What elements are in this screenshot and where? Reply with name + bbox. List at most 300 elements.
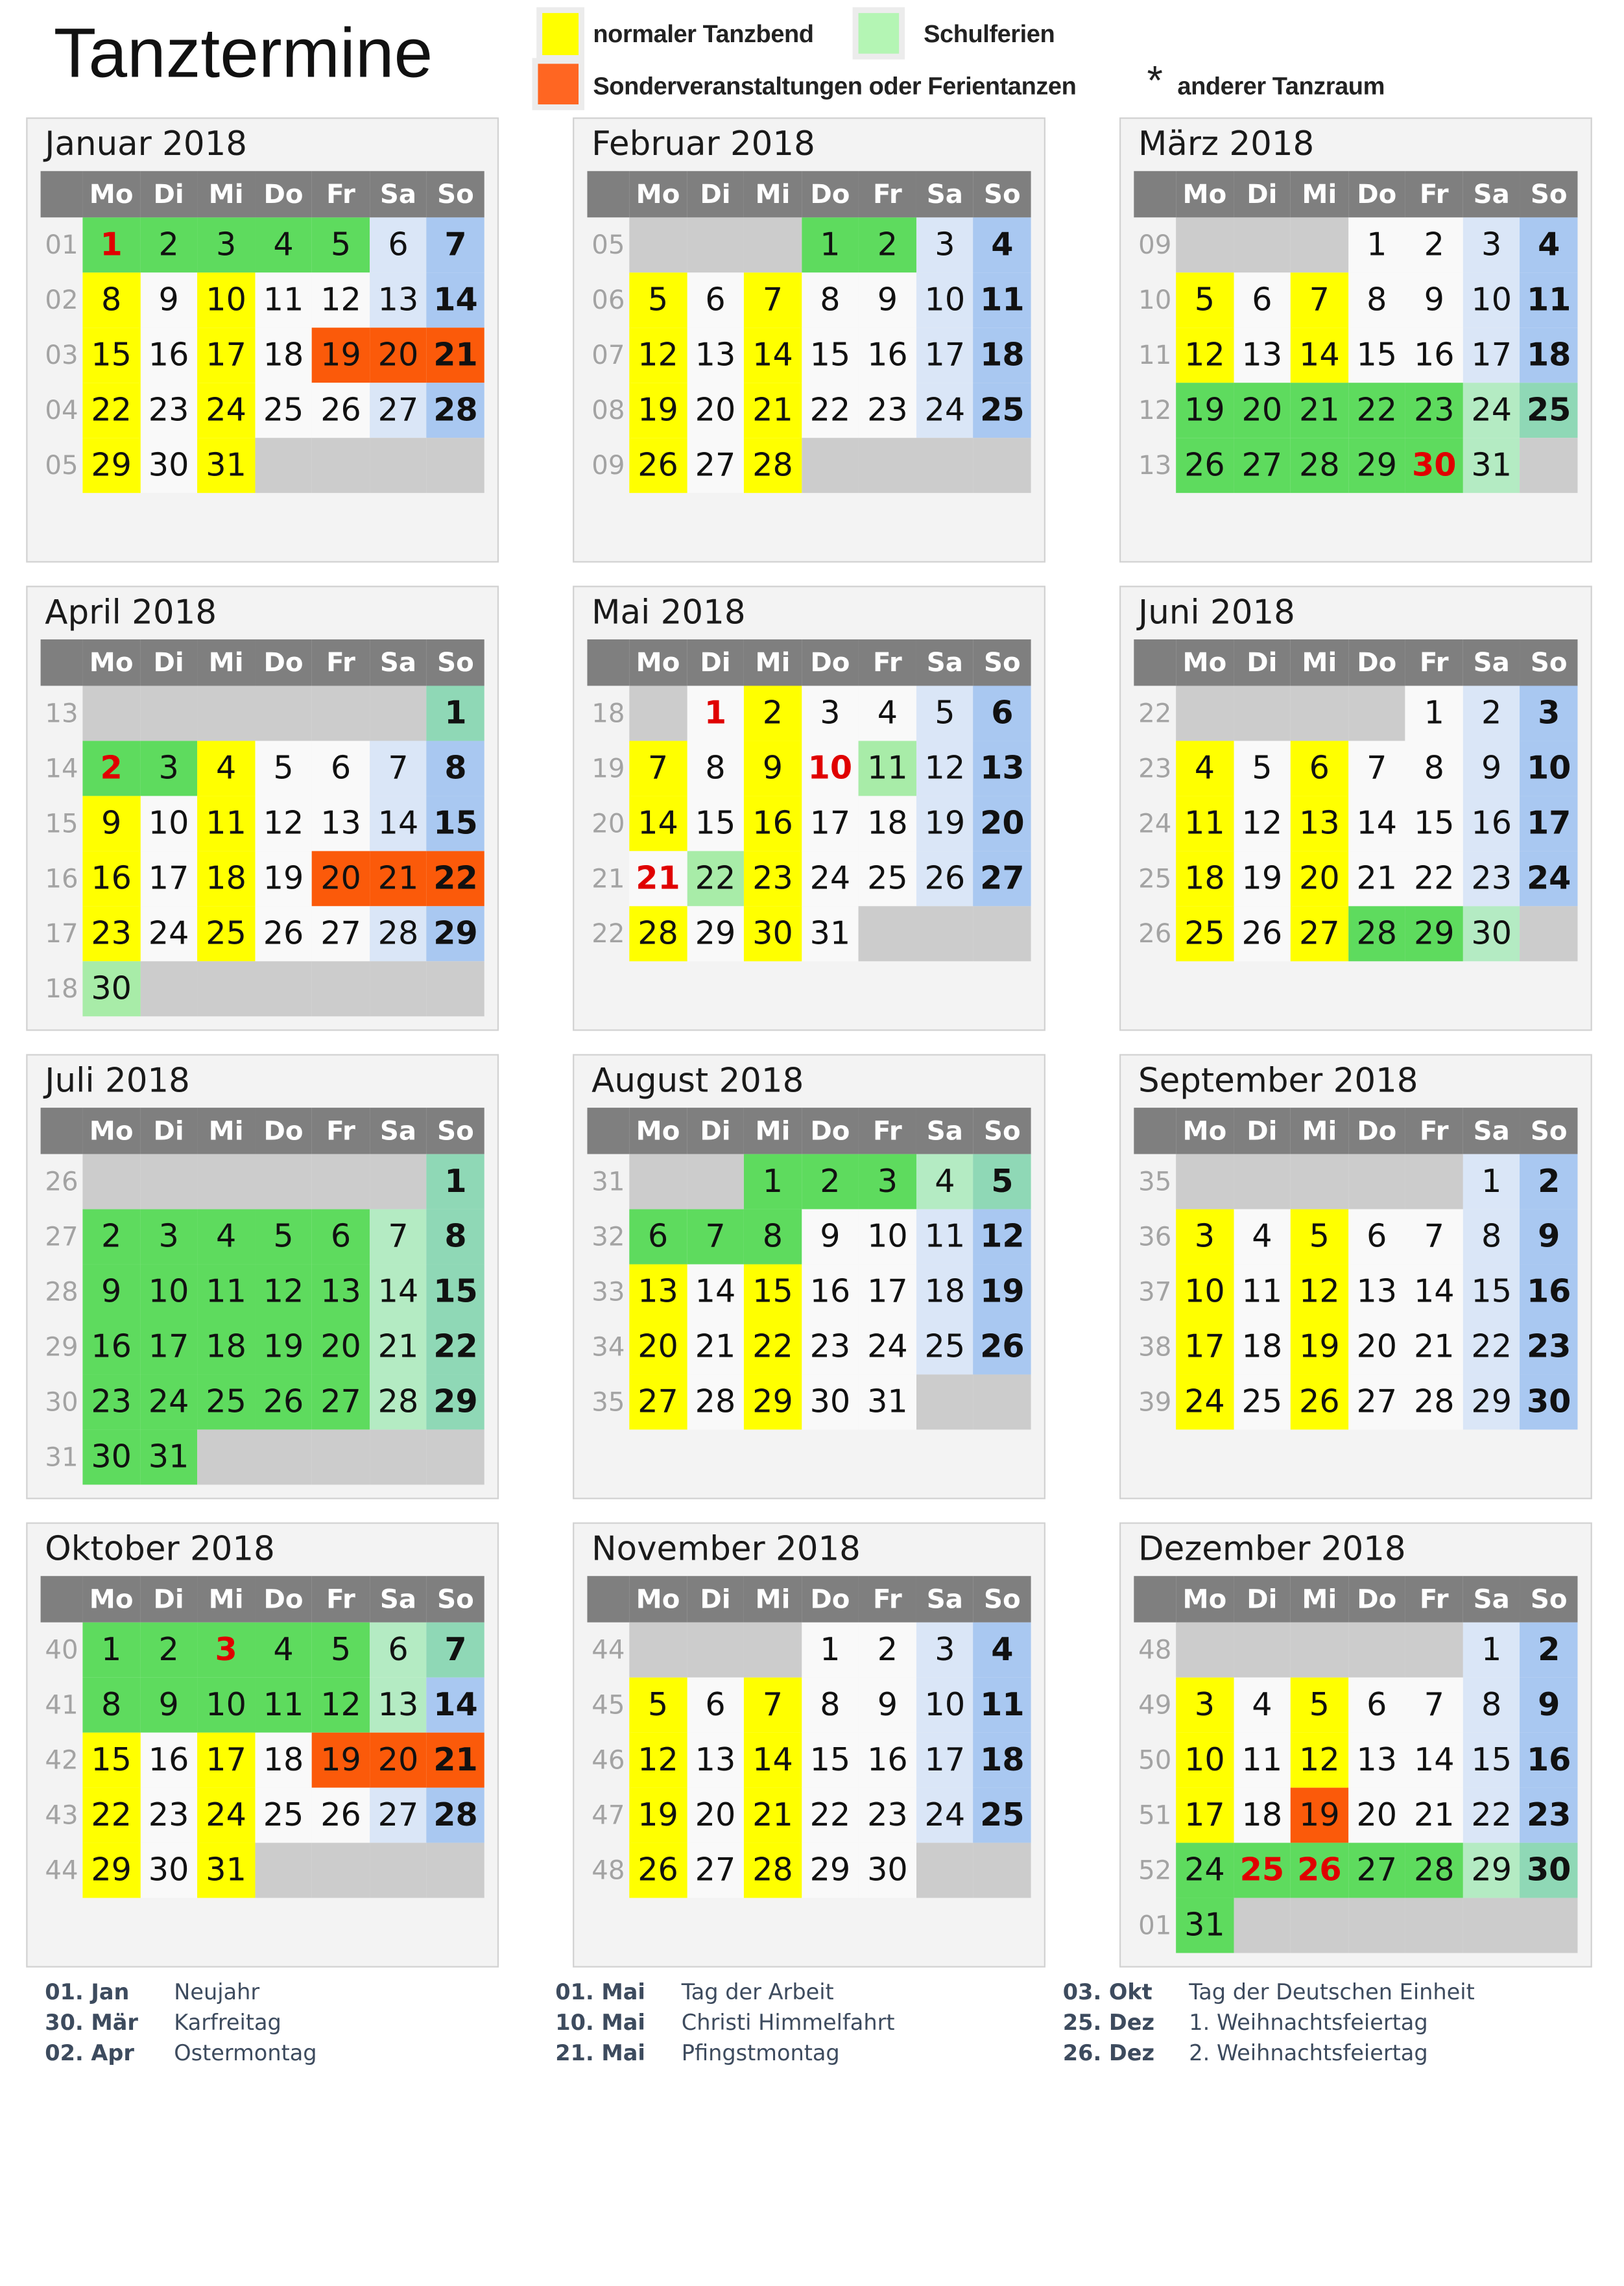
day-cell: 7 [1291, 272, 1348, 327]
day-cell: 15 [1348, 327, 1405, 383]
day-cell: 15 [82, 1733, 139, 1788]
day-cell: 5 [312, 1623, 369, 1678]
day-cell: 8 [82, 1678, 139, 1733]
month-panel [573, 1054, 1045, 1499]
week-number: 10 [1134, 272, 1176, 327]
day-cell: 2 [140, 1623, 197, 1678]
day-cell: 24 [916, 383, 973, 438]
day-cell: 15 [744, 1265, 801, 1320]
day-cell: 24 [802, 851, 859, 906]
month-title: März 2018 [1138, 126, 1315, 164]
holiday-name: 1. Weihnachtsfeiertag [1189, 2009, 1428, 2036]
day-cell: 13 [973, 741, 1031, 796]
day-cell: 13 [370, 272, 427, 327]
day-cell: 27 [312, 906, 369, 961]
day-cell: 20 [370, 1733, 427, 1788]
empty-cell [1291, 1154, 1348, 1209]
empty-cell [1176, 1154, 1233, 1209]
day-cell: 30 [140, 438, 197, 493]
day-cell: 15 [1463, 1265, 1520, 1320]
day-cell: 21 [1405, 1788, 1463, 1843]
empty-cell [197, 1154, 254, 1209]
holiday-date: 02. Apr [45, 2040, 134, 2066]
day-cell: 24 [140, 906, 197, 961]
weekday-header: Sa [916, 639, 973, 686]
day-cell: 22 [427, 851, 484, 906]
day-cell: 9 [1520, 1678, 1577, 1733]
day-cell: 6 [370, 1623, 427, 1678]
holiday-name: Pfingstmontag [681, 2040, 840, 2066]
day-cell: 27 [370, 1788, 427, 1843]
day-cell: 28 [744, 1843, 801, 1898]
empty-cell [1348, 685, 1405, 741]
day-cell: 30 [82, 961, 139, 1016]
day-cell: 4 [859, 685, 916, 741]
week-number: 27 [41, 1209, 83, 1265]
day-cell: 10 [197, 272, 254, 327]
weekday-header: Di [687, 1108, 744, 1154]
day-cell: 7 [427, 217, 484, 272]
day-cell: 23 [140, 383, 197, 438]
holiday-date: 25. Dez [1062, 2009, 1154, 2036]
weekday-header: Mi [1291, 1108, 1348, 1154]
day-cell: 1 [427, 685, 484, 741]
month-panel [573, 586, 1045, 1030]
weekday-header: Do [255, 1108, 312, 1154]
day-cell: 4 [1234, 1209, 1291, 1265]
day-cell: 18 [973, 1733, 1031, 1788]
month-grid [41, 1576, 484, 1898]
month-title: November 2018 [591, 1530, 861, 1569]
week-number: 26 [1134, 906, 1176, 961]
empty-cell [744, 1623, 801, 1678]
day-cell: 4 [255, 1623, 312, 1678]
day-cell: 3 [802, 685, 859, 741]
day-cell: 24 [916, 1788, 973, 1843]
weekday-header: Di [687, 639, 744, 686]
holiday-date: 30. Mär [45, 2009, 138, 2036]
week-number: 32 [587, 1209, 629, 1265]
weekday-header: So [973, 1576, 1031, 1623]
day-cell: 5 [1176, 272, 1233, 327]
holiday-date: 01. Mai [555, 1979, 645, 2005]
week-number: 47 [587, 1788, 629, 1843]
day-cell: 3 [1463, 217, 1520, 272]
day-cell: 30 [802, 1374, 859, 1429]
day-cell: 8 [687, 741, 744, 796]
empty-cell [859, 906, 916, 961]
month-title: Januar 2018 [45, 126, 248, 164]
day-cell: 11 [1176, 796, 1233, 851]
day-cell: 16 [859, 327, 916, 383]
day-cell: 29 [427, 906, 484, 961]
day-cell: 27 [973, 851, 1031, 906]
weekday-header: Sa [1463, 639, 1520, 686]
month-panel [573, 1523, 1045, 1968]
day-cell: 16 [140, 327, 197, 383]
day-cell: 29 [744, 1374, 801, 1429]
day-cell: 12 [1291, 1733, 1348, 1788]
empty-cell [1176, 217, 1233, 272]
day-cell: 13 [1348, 1733, 1405, 1788]
empty-cell [255, 1843, 312, 1898]
day-cell: 27 [370, 383, 427, 438]
week-number: 24 [1134, 796, 1176, 851]
day-cell: 5 [1291, 1678, 1348, 1733]
day-cell: 25 [197, 906, 254, 961]
day-cell: 13 [312, 796, 369, 851]
empty-cell [916, 1374, 973, 1429]
day-cell: 19 [973, 1265, 1031, 1320]
day-cell: 1 [82, 217, 139, 272]
day-cell: 17 [1520, 796, 1577, 851]
day-cell: 24 [1463, 383, 1520, 438]
day-cell: 15 [802, 1733, 859, 1788]
weekday-header: Do [255, 171, 312, 218]
month-panel [1119, 1523, 1592, 1968]
day-cell: 30 [82, 1429, 139, 1484]
month-panel [1119, 117, 1592, 562]
day-cell: 5 [312, 217, 369, 272]
day-cell: 27 [1234, 438, 1291, 493]
empty-cell [1234, 217, 1291, 272]
month-grid [1134, 1576, 1577, 1953]
holiday-date: 03. Okt [1062, 1979, 1152, 2005]
month-title: Dezember 2018 [1138, 1530, 1406, 1569]
day-cell: 30 [859, 1843, 916, 1898]
day-cell: 12 [1291, 1265, 1348, 1320]
week-number: 50 [1134, 1733, 1176, 1788]
day-cell: 1 [1463, 1623, 1520, 1678]
day-cell: 18 [1176, 851, 1233, 906]
empty-cell [629, 1623, 686, 1678]
empty-cell [197, 1429, 254, 1484]
week-number: 01 [41, 217, 83, 272]
day-cell: 23 [82, 1374, 139, 1429]
day-cell: 14 [370, 796, 427, 851]
week-number: 26 [41, 1154, 83, 1209]
week-number: 28 [41, 1265, 83, 1320]
day-cell: 19 [255, 851, 312, 906]
day-cell: 5 [255, 1209, 312, 1265]
day-cell: 17 [197, 1733, 254, 1788]
week-number: 35 [1134, 1154, 1176, 1209]
empty-cell [427, 961, 484, 1016]
day-cell: 31 [859, 1374, 916, 1429]
day-cell: 11 [1520, 272, 1577, 327]
day-cell: 22 [82, 383, 139, 438]
day-cell: 17 [802, 796, 859, 851]
day-cell: 24 [197, 383, 254, 438]
day-cell: 23 [802, 1319, 859, 1374]
legend-label-tanzabend: normaler Tanzbend [593, 20, 814, 48]
day-cell: 2 [859, 217, 916, 272]
day-cell: 11 [859, 741, 916, 796]
day-cell: 7 [370, 1209, 427, 1265]
weekday-header: Do [1348, 1108, 1405, 1154]
day-cell: 21 [1348, 851, 1405, 906]
empty-cell [629, 1154, 686, 1209]
weekday-header: Mo [1176, 171, 1233, 218]
empty-cell [1520, 438, 1577, 493]
day-cell: 25 [1234, 1374, 1291, 1429]
empty-cell [973, 438, 1031, 493]
week-number: 13 [1134, 438, 1176, 493]
day-cell: 19 [629, 383, 686, 438]
legend-label-anderer-tanzraum: anderer Tanzraum [1177, 72, 1385, 101]
weekday-header: Di [687, 171, 744, 218]
week-number: 52 [1134, 1843, 1176, 1898]
day-cell: 6 [312, 1209, 369, 1265]
day-cell: 8 [427, 1209, 484, 1265]
week-number: 31 [41, 1429, 83, 1484]
weekday-header: So [973, 1108, 1031, 1154]
day-cell: 17 [197, 327, 254, 383]
weekday-header: Mo [82, 1576, 139, 1623]
day-cell: 2 [1520, 1623, 1577, 1678]
day-cell: 29 [1405, 906, 1463, 961]
day-cell: 16 [1463, 796, 1520, 851]
weekday-header: Sa [370, 639, 427, 686]
day-cell: 13 [1234, 327, 1291, 383]
day-cell: 18 [859, 796, 916, 851]
day-cell: 21 [1291, 383, 1348, 438]
weekday-header: Fr [312, 1108, 369, 1154]
day-cell: 10 [916, 1678, 973, 1733]
day-cell: 3 [1176, 1209, 1233, 1265]
day-cell: 9 [802, 1209, 859, 1265]
day-cell: 9 [82, 1265, 139, 1320]
month-grid [587, 171, 1031, 493]
day-cell: 10 [802, 741, 859, 796]
day-cell: 3 [1520, 685, 1577, 741]
day-cell: 9 [1405, 272, 1463, 327]
week-number: 22 [1134, 685, 1176, 741]
empty-cell [1348, 1623, 1405, 1678]
empty-cell [255, 1154, 312, 1209]
day-cell: 4 [197, 1209, 254, 1265]
empty-cell [312, 1843, 369, 1898]
day-cell: 22 [1463, 1788, 1520, 1843]
empty-cell [1176, 1623, 1233, 1678]
day-cell: 10 [140, 796, 197, 851]
day-cell: 19 [312, 327, 369, 383]
day-cell: 17 [1463, 327, 1520, 383]
day-cell: 20 [687, 383, 744, 438]
day-cell: 22 [1405, 851, 1463, 906]
empty-cell [1348, 1154, 1405, 1209]
holiday-name: Tag der Arbeit [681, 1979, 834, 2005]
day-cell: 30 [140, 1843, 197, 1898]
weekday-header: Fr [859, 171, 916, 218]
day-cell: 27 [312, 1374, 369, 1429]
month-grid [1134, 171, 1577, 493]
day-cell: 21 [370, 1319, 427, 1374]
weekday-header: Fr [312, 639, 369, 686]
day-cell: 22 [1463, 1319, 1520, 1374]
day-cell: 4 [197, 741, 254, 796]
empty-cell [1463, 1898, 1520, 1953]
day-cell: 9 [1520, 1209, 1577, 1265]
legend-swatch-schulferien [859, 13, 900, 54]
day-cell: 18 [1520, 327, 1577, 383]
day-cell: 31 [197, 1843, 254, 1898]
week-header-corner [41, 1576, 83, 1623]
empty-cell [140, 961, 197, 1016]
day-cell: 12 [1176, 327, 1233, 383]
week-header-corner [1134, 1576, 1176, 1623]
day-cell: 15 [82, 327, 139, 383]
day-cell: 15 [802, 327, 859, 383]
empty-cell [1176, 685, 1233, 741]
weekday-header: Sa [370, 1576, 427, 1623]
month-panel [26, 117, 499, 562]
empty-cell [802, 438, 859, 493]
empty-cell [744, 217, 801, 272]
weekday-header: Mo [1176, 1108, 1233, 1154]
day-cell: 2 [140, 217, 197, 272]
holiday-name: Christi Himmelfahrt [681, 2009, 895, 2036]
weekday-header: Mi [197, 1108, 254, 1154]
legend-label-sonderveranstaltungen: Sonderveranstaltungen oder Ferientanzen [593, 72, 1077, 101]
weekday-header: Mo [629, 639, 686, 686]
day-cell: 28 [370, 906, 427, 961]
empty-cell [370, 1154, 427, 1209]
day-cell: 18 [255, 1733, 312, 1788]
day-cell: 12 [312, 1678, 369, 1733]
day-cell: 25 [1176, 906, 1233, 961]
day-cell: 5 [916, 685, 973, 741]
day-cell: 9 [82, 796, 139, 851]
day-cell: 23 [859, 383, 916, 438]
month-grid [587, 639, 1031, 961]
weekday-header: Mi [1291, 1576, 1348, 1623]
day-cell: 14 [629, 796, 686, 851]
day-cell: 28 [427, 1788, 484, 1843]
weekday-header: Sa [916, 171, 973, 218]
day-cell: 21 [427, 327, 484, 383]
legend-swatch-sonderveranstaltungen [538, 64, 579, 104]
day-cell: 7 [1405, 1678, 1463, 1733]
month-grid [41, 1108, 484, 1484]
week-number: 14 [41, 741, 83, 796]
day-cell: 21 [744, 383, 801, 438]
day-cell: 31 [1463, 438, 1520, 493]
day-cell: 26 [255, 906, 312, 961]
empty-cell [312, 1429, 369, 1484]
empty-cell [255, 685, 312, 741]
day-cell: 1 [802, 1623, 859, 1678]
day-cell: 16 [1405, 327, 1463, 383]
empty-cell [255, 438, 312, 493]
week-number: 18 [587, 685, 629, 741]
week-number: 04 [41, 383, 83, 438]
day-cell: 6 [973, 685, 1031, 741]
empty-cell [1348, 1898, 1405, 1953]
weekday-header: Mi [197, 171, 254, 218]
empty-cell [1291, 1898, 1348, 1953]
day-cell: 6 [1234, 272, 1291, 327]
day-cell: 2 [82, 1209, 139, 1265]
day-cell: 14 [1291, 327, 1348, 383]
day-cell: 19 [1291, 1788, 1348, 1843]
week-number: 09 [587, 438, 629, 493]
day-cell: 20 [312, 1319, 369, 1374]
month-panel [1119, 1054, 1592, 1499]
week-number: 49 [1134, 1678, 1176, 1733]
day-cell: 1 [1463, 1154, 1520, 1209]
empty-cell [916, 906, 973, 961]
day-cell: 4 [916, 1154, 973, 1209]
day-cell: 3 [1176, 1678, 1233, 1733]
day-cell: 26 [255, 1374, 312, 1429]
day-cell: 20 [1348, 1319, 1405, 1374]
day-cell: 15 [1405, 796, 1463, 851]
weekday-header: Fr [1405, 1576, 1463, 1623]
weekday-header: So [427, 1108, 484, 1154]
day-cell: 3 [916, 1623, 973, 1678]
empty-cell [312, 438, 369, 493]
empty-cell [1291, 217, 1348, 272]
empty-cell [427, 1843, 484, 1898]
day-cell: 28 [1405, 1374, 1463, 1429]
day-cell: 19 [1176, 383, 1233, 438]
day-cell: 29 [1348, 438, 1405, 493]
day-cell: 2 [1405, 217, 1463, 272]
day-cell: 28 [687, 1374, 744, 1429]
day-cell: 31 [140, 1429, 197, 1484]
day-cell: 6 [1348, 1678, 1405, 1733]
day-cell: 8 [1463, 1678, 1520, 1733]
week-number: 22 [587, 906, 629, 961]
day-cell: 19 [255, 1319, 312, 1374]
day-cell: 10 [1463, 272, 1520, 327]
day-cell: 8 [802, 1678, 859, 1733]
day-cell: 14 [687, 1265, 744, 1320]
weekday-header: Fr [859, 639, 916, 686]
weekday-header: Mi [197, 639, 254, 686]
day-cell: 17 [916, 1733, 973, 1788]
day-cell: 20 [312, 851, 369, 906]
weekday-header: So [427, 1576, 484, 1623]
empty-cell [1291, 685, 1348, 741]
day-cell: 17 [140, 1319, 197, 1374]
day-cell: 20 [1234, 383, 1291, 438]
legend-swatch-tanzabend [542, 13, 579, 55]
weekday-header: So [1520, 171, 1577, 218]
weekday-header: Do [802, 1576, 859, 1623]
weekday-header: Fr [859, 1576, 916, 1623]
day-cell: 26 [973, 1319, 1031, 1374]
month-grid [41, 171, 484, 493]
day-cell: 9 [744, 741, 801, 796]
day-cell: 23 [82, 906, 139, 961]
day-cell: 7 [427, 1623, 484, 1678]
weekday-header: So [1520, 1576, 1577, 1623]
day-cell: 4 [1176, 741, 1233, 796]
day-cell: 26 [629, 438, 686, 493]
day-cell: 1 [82, 1623, 139, 1678]
week-number: 21 [587, 851, 629, 906]
empty-cell [1405, 1154, 1463, 1209]
week-number: 44 [587, 1623, 629, 1678]
day-cell: 28 [1348, 906, 1405, 961]
weekday-header: Mo [629, 171, 686, 218]
day-cell: 17 [916, 327, 973, 383]
weekday-header: Fr [1405, 639, 1463, 686]
day-cell: 26 [312, 1788, 369, 1843]
weekday-header: Mi [197, 1576, 254, 1623]
